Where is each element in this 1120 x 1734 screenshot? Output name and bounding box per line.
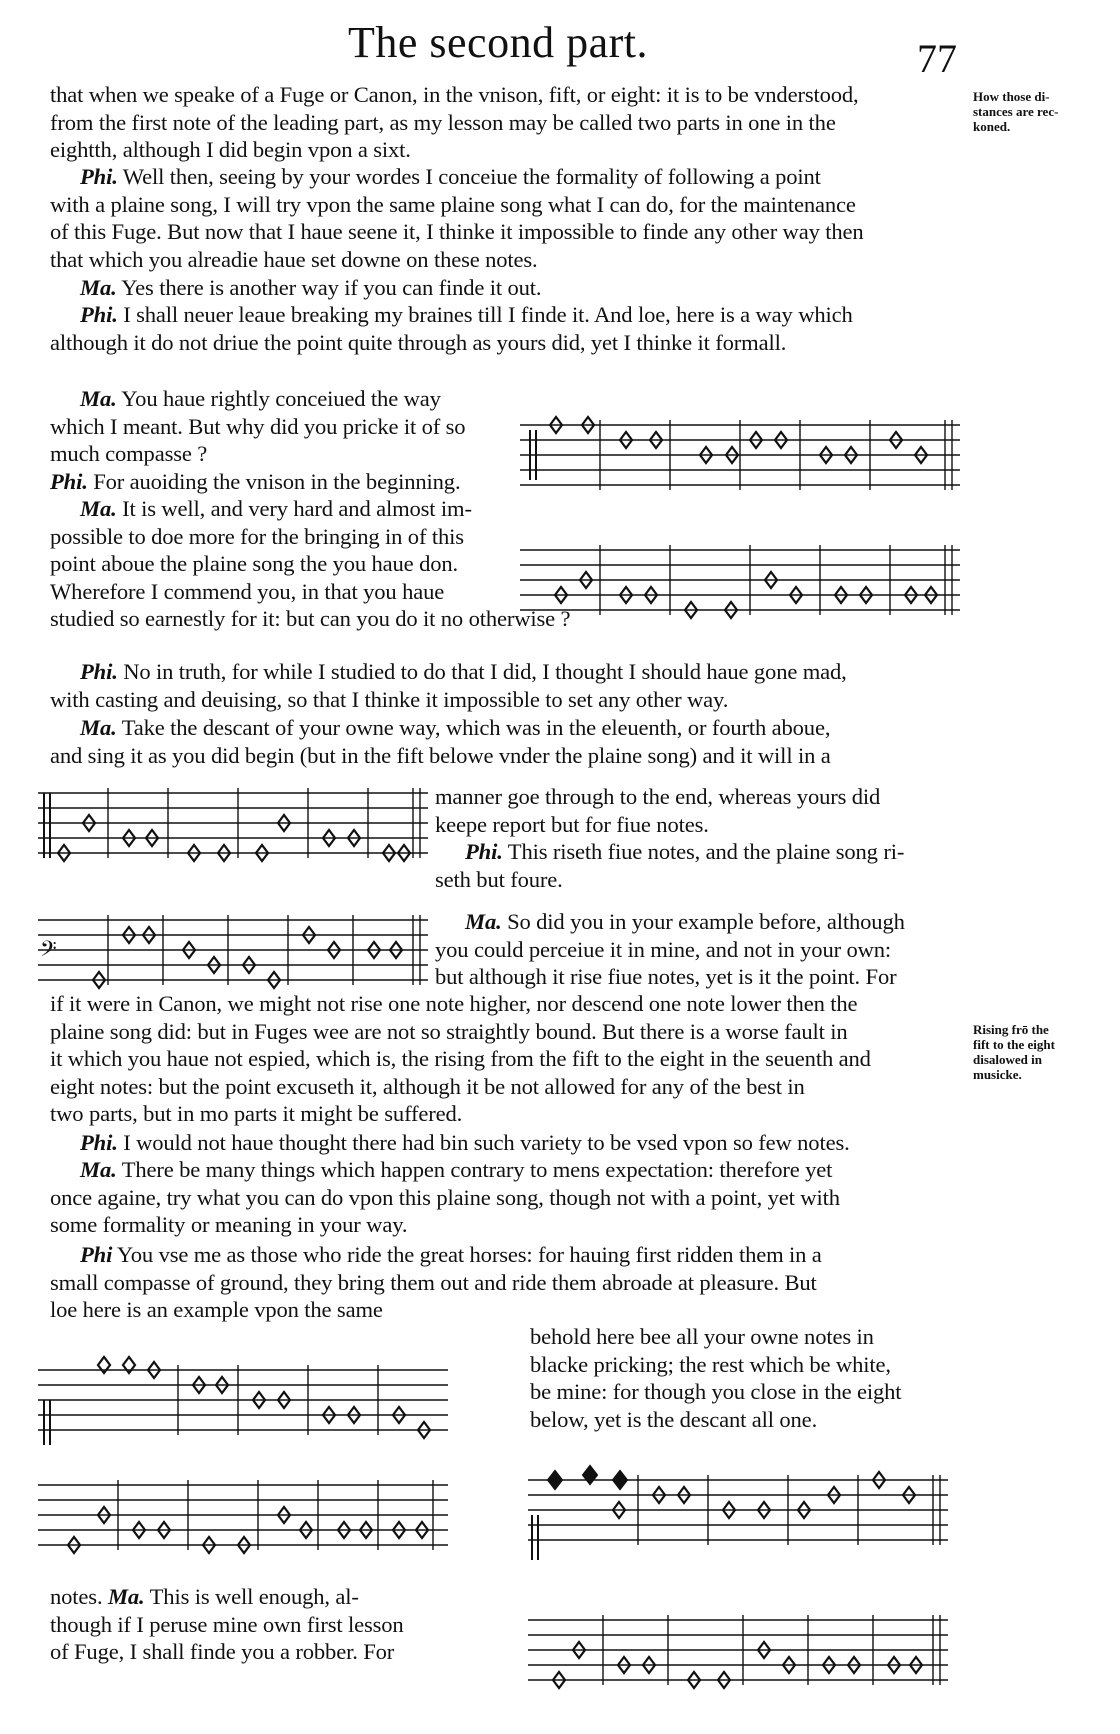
speaker-label: Phi.: [465, 839, 503, 864]
speaker-label: Phi.: [50, 468, 88, 494]
paragraph-12: [435, 908, 905, 991]
margin-note-2: [973, 1022, 1055, 1082]
paragraph-3: [50, 274, 541, 302]
text-line: with casting and deuising, so that I thinke it impossible to set any other way.: [50, 686, 729, 712]
text-line: Take the descant of your owne way, which was in the eleuenth, or fourth aboue,: [121, 715, 831, 740]
text-line: keepe report but for fiue notes.: [435, 811, 709, 837]
text-line: seth but foure.: [435, 866, 563, 892]
margin-note-line: stances are rec-: [973, 104, 1059, 119]
margin-note-line: Rising frō the: [973, 1022, 1049, 1037]
text-line: be mine: for though you close in the eight: [530, 1379, 902, 1404]
paragraph-2: [50, 163, 864, 273]
text-line: No in truth, for while I studied to do that I did, I thought I should haue gone mad,: [123, 659, 847, 684]
text-line: it which you haue not espied, which is, the rising from the fift to the eight in the seuenth and: [50, 1046, 871, 1071]
music-example-8: [528, 1605, 948, 1695]
paragraph-8: [50, 658, 847, 713]
text-line: of Fuge, I shall finde you a robber. For: [50, 1639, 395, 1664]
running-head: The second part.: [348, 18, 648, 67]
text-line: small compasse of ground, they bring them out and ride them abroade at pleasure. But: [50, 1269, 817, 1295]
margin-note-1: [973, 89, 1058, 134]
text-line: So did you in your example before, although: [507, 909, 905, 934]
text-line: blacke pricking; the rest which be white,: [530, 1351, 891, 1377]
paragraph-18: [50, 1583, 404, 1666]
text-line: much compasse ?: [50, 441, 208, 466]
text-line: For auoiding the vnison in the beginning.: [93, 468, 461, 494]
text-line: but although it rise fiue notes, yet is it the point. For: [435, 964, 897, 989]
speaker-label: Ma.: [80, 715, 117, 740]
margin-note-line: musicke.: [973, 1067, 1022, 1082]
margin-note-line: How those di-: [973, 89, 1050, 104]
text-line: from the first note of the leading part, as my lesson may be called two parts in one in the: [50, 109, 836, 135]
speaker-label: Phi.: [80, 1130, 118, 1155]
text-line: This is well enough, al-: [149, 1584, 359, 1609]
speaker-label: Ma.: [107, 1584, 145, 1609]
paragraph-10: [435, 783, 904, 893]
margin-note-line: fift to the eight: [973, 1037, 1055, 1052]
text-line: I would not haue thought there had bin such variety to be vsed vpon so few notes.: [123, 1130, 850, 1155]
clef-icon: 𝄢: [40, 937, 57, 967]
text-line: eight notes: but the point excuseth it, although it be not allowed for any of the best in: [50, 1073, 805, 1099]
text-line: Wherefore I commend you, in that you haue: [50, 578, 445, 604]
paragraph-14: [50, 1129, 850, 1157]
paragraph-7: [50, 495, 570, 633]
speaker-label: Ma.: [80, 1157, 117, 1182]
music-example-5: [38, 1350, 448, 1450]
text-line: with a plaine song, I will try vpon the same plaine song what I can do, for the maintenance: [50, 191, 856, 217]
text-line: plaine song did: but in Fuges wee are not so straightly bound. But there is a worse fault in: [50, 1018, 848, 1044]
text-line: of this Fuge. But now that I haue seene it, I thinke it impossible to finde any other way then: [50, 219, 864, 244]
text-line: loe here is an example vpon the same: [50, 1297, 383, 1322]
text-line: point aboue the plaine song the you haue don.: [50, 551, 459, 576]
text-line: I shall neuer leaue breaking my braines till I finde it. And loe, here is a way which: [123, 302, 853, 327]
paragraph-1: [50, 81, 859, 164]
paragraph-13: [50, 990, 871, 1128]
text-line: eightth, although I did begin vpon a sixt.: [50, 137, 411, 162]
paragraph-5: [50, 385, 465, 495]
page-number: 77: [917, 36, 957, 81]
paragraph-4: [50, 301, 853, 356]
text-line: There be many things which happen contrary to mens expectation: therefore yet: [121, 1157, 833, 1182]
text-line: once againe, try what you can do vpon this plaine song, though not with a point, yet with: [50, 1184, 840, 1210]
music-example-6: [528, 1465, 948, 1565]
speaker-label: Phi.: [80, 659, 118, 684]
paragraph-15: [50, 1156, 840, 1239]
speaker-label: Phi.: [80, 164, 118, 189]
music-example-2: [520, 535, 960, 630]
speaker-label: Ma.: [80, 275, 117, 300]
text-line: This riseth fiue notes, and the plaine song ri-: [507, 839, 905, 864]
text-line: two parts, but in mo parts it might be suffered.: [50, 1101, 463, 1126]
text-line: that when we speake of a Fuge or Canon, in the vnison, fift, or eight: it is to be vnderstood,: [50, 82, 859, 107]
speaker-label: Ma.: [465, 909, 502, 934]
text-line: although it do not driue the point quite through as yours did, yet I thinke it formall.: [50, 329, 787, 355]
speaker-label: Phi: [80, 1242, 113, 1267]
text-line: that which you alreadie haue set downe on these notes.: [50, 246, 538, 272]
paragraph-9: [50, 714, 831, 769]
text-line: if it were in Canon, we might not rise one note higher, nor descend one note lower then the: [50, 991, 858, 1016]
speaker-label: Ma.: [80, 496, 117, 521]
text-line: notes.: [50, 1584, 103, 1609]
text-line: below, yet is the descant all one.: [530, 1406, 818, 1432]
text-line: Yes there is another way if you can finde it out.: [121, 275, 542, 300]
text-line: manner goe through to the end, whereas yours did: [435, 784, 881, 809]
margin-note-line: disalowed in: [973, 1052, 1042, 1067]
music-example-4: [38, 905, 428, 995]
text-line: and sing it as you did begin (but in the fift belowe vnder the plaine song) and it will in a: [50, 742, 831, 768]
text-line: you could perceiue it in mine, and not in your own:: [435, 936, 892, 962]
text-line: though if I peruse mine own first lesson: [50, 1611, 404, 1637]
music-example-7: [38, 1475, 448, 1555]
text-line: which I meant. But why did you pricke it of so: [50, 413, 466, 439]
text-line: possible to doe more for the bringing in of this: [50, 523, 464, 549]
text-line: studied so earnestly for it: but can you do it no otherwise ?: [50, 606, 571, 631]
margin-note-line: koned.: [973, 119, 1011, 134]
music-example-1: [520, 410, 960, 505]
speaker-label: Phi.: [80, 302, 118, 327]
speaker-label: Ma.: [80, 386, 117, 411]
paragraph-17: [530, 1323, 901, 1433]
text-line: some formality or meaning in your way.: [50, 1212, 408, 1237]
paragraph-16: [50, 1241, 822, 1324]
text-line: You vse me as those who ride the great horses: for hauing first ridden them in a: [116, 1242, 822, 1267]
music-example-3: [38, 778, 428, 868]
text-line: It is well, and very hard and almost im-: [122, 496, 472, 521]
text-line: behold here bee all your owne notes in: [530, 1324, 874, 1349]
text-line: You haue rightly conceiued the way: [121, 386, 441, 411]
text-line: Well then, seeing by your wordes I conceiue the formality of following a point: [122, 164, 821, 189]
